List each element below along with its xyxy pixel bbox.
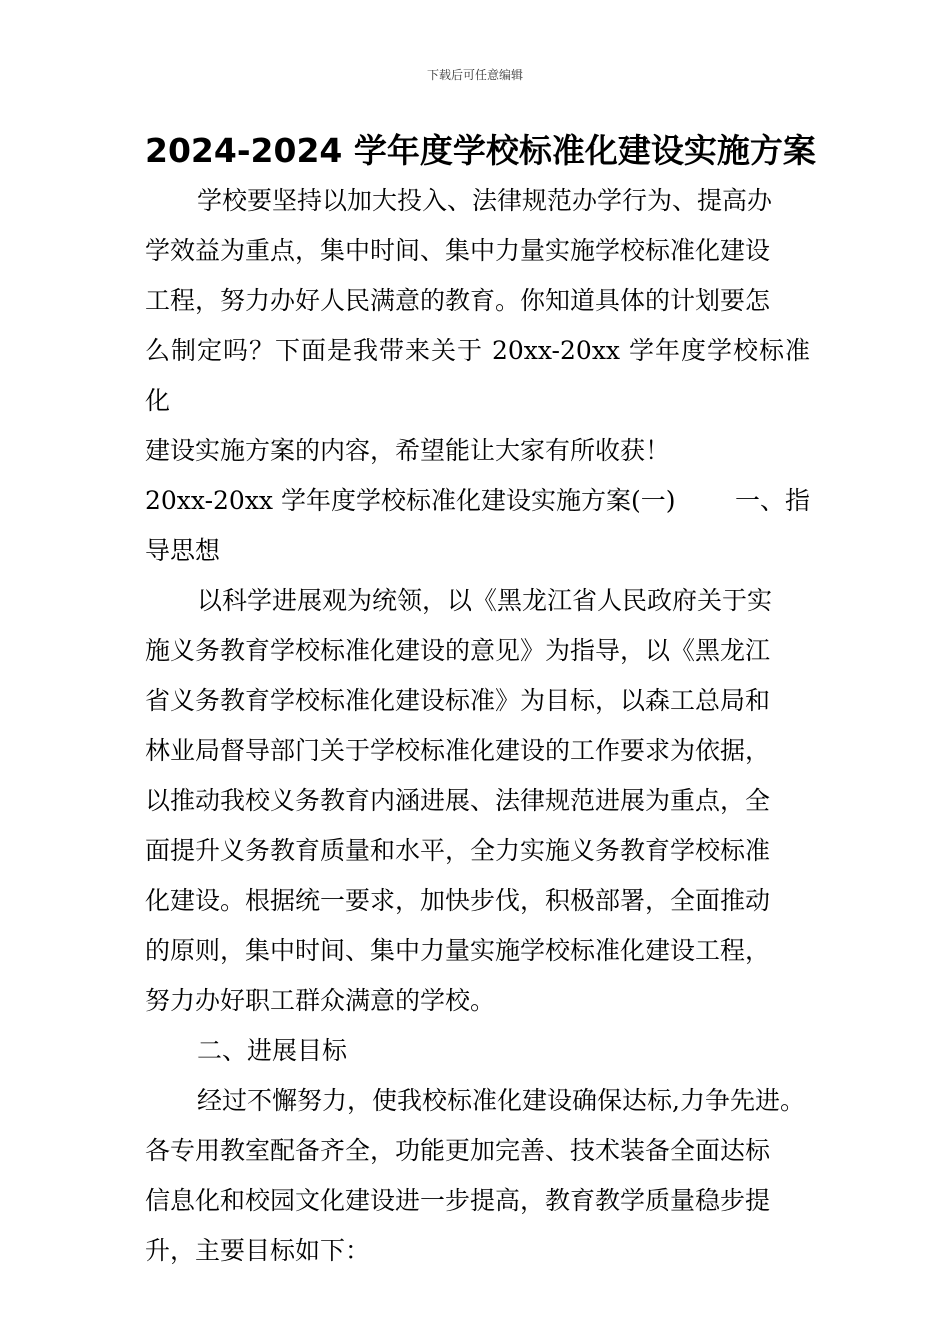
guiding-line: 施义务教育学校标准化建设的意见》为指导，以《黑龙江 xyxy=(145,636,771,665)
subtitle-text: 20xx-20xx 学年度学校标准化建设实施方案(一) xyxy=(145,486,676,515)
goal-line: 经过不懈努力，使我校标准化建设确保达标,力争先进。 xyxy=(197,1086,805,1115)
section-1-heading-end: 导思想 xyxy=(145,536,221,565)
intro-line: 么制定吗？下面是我带来关于 20xx-20xx 学年度学校标准化 xyxy=(145,336,810,415)
goal-line: 升，主要目标如下： xyxy=(145,1236,371,1265)
guiding-line: 努力办好职工群众满意的学校。 xyxy=(145,986,496,1015)
goal-line: 各专用教室配备齐全，功能更加完善、技术装备全面达标 xyxy=(145,1136,771,1165)
guiding-line: 省义务教育学校标准化建设标准》为目标，以森工总局和 xyxy=(145,686,771,715)
guiding-line: 以科学进展观为统领，以《黑龙江省人民政府关于实 xyxy=(197,586,773,615)
guiding-line: 化建设。根据统一要求，加快步伐，积极部署，全面推动 xyxy=(145,886,771,915)
subtitle-line xyxy=(145,476,810,526)
header-note: 下载后可任意编辑 xyxy=(426,68,523,82)
goal-line: 信息化和校园文化建设进一步提高，教育教学质量稳步提 xyxy=(145,1186,771,1215)
section-1-heading-start: 一、指 xyxy=(734,486,810,515)
document-body xyxy=(145,176,810,1276)
guiding-line: 的原则，集中时间、集中力量实施学校标准化建设工程， xyxy=(145,936,771,965)
guiding-line: 以推动我校义务教育内涵进展、法律规范进展为重点，全 xyxy=(145,786,771,815)
guiding-line: 林业局督导部门关于学校标准化建设的工作要求为依据， xyxy=(145,736,771,765)
intro-line: 学效益为重点，集中时间、集中力量实施学校标准化建设 xyxy=(145,236,771,265)
document-title: 2024-2024 学年度学校标准化建设实施方案 xyxy=(145,131,816,170)
intro-line: 工程，努力办好人民满意的教育。你知道具体的计划要怎 xyxy=(145,286,771,315)
intro-line: 学校要坚持以加大投入、法律规范办学行为、提高办 xyxy=(197,186,773,215)
section-2-heading: 二、进展目标 xyxy=(197,1036,348,1065)
guiding-line: 面提升义务教育质量和水平，全力实施义务教育学校标准 xyxy=(145,836,771,865)
intro-line: 建设实施方案的内容，希望能让大家有所收获！ xyxy=(145,436,671,465)
